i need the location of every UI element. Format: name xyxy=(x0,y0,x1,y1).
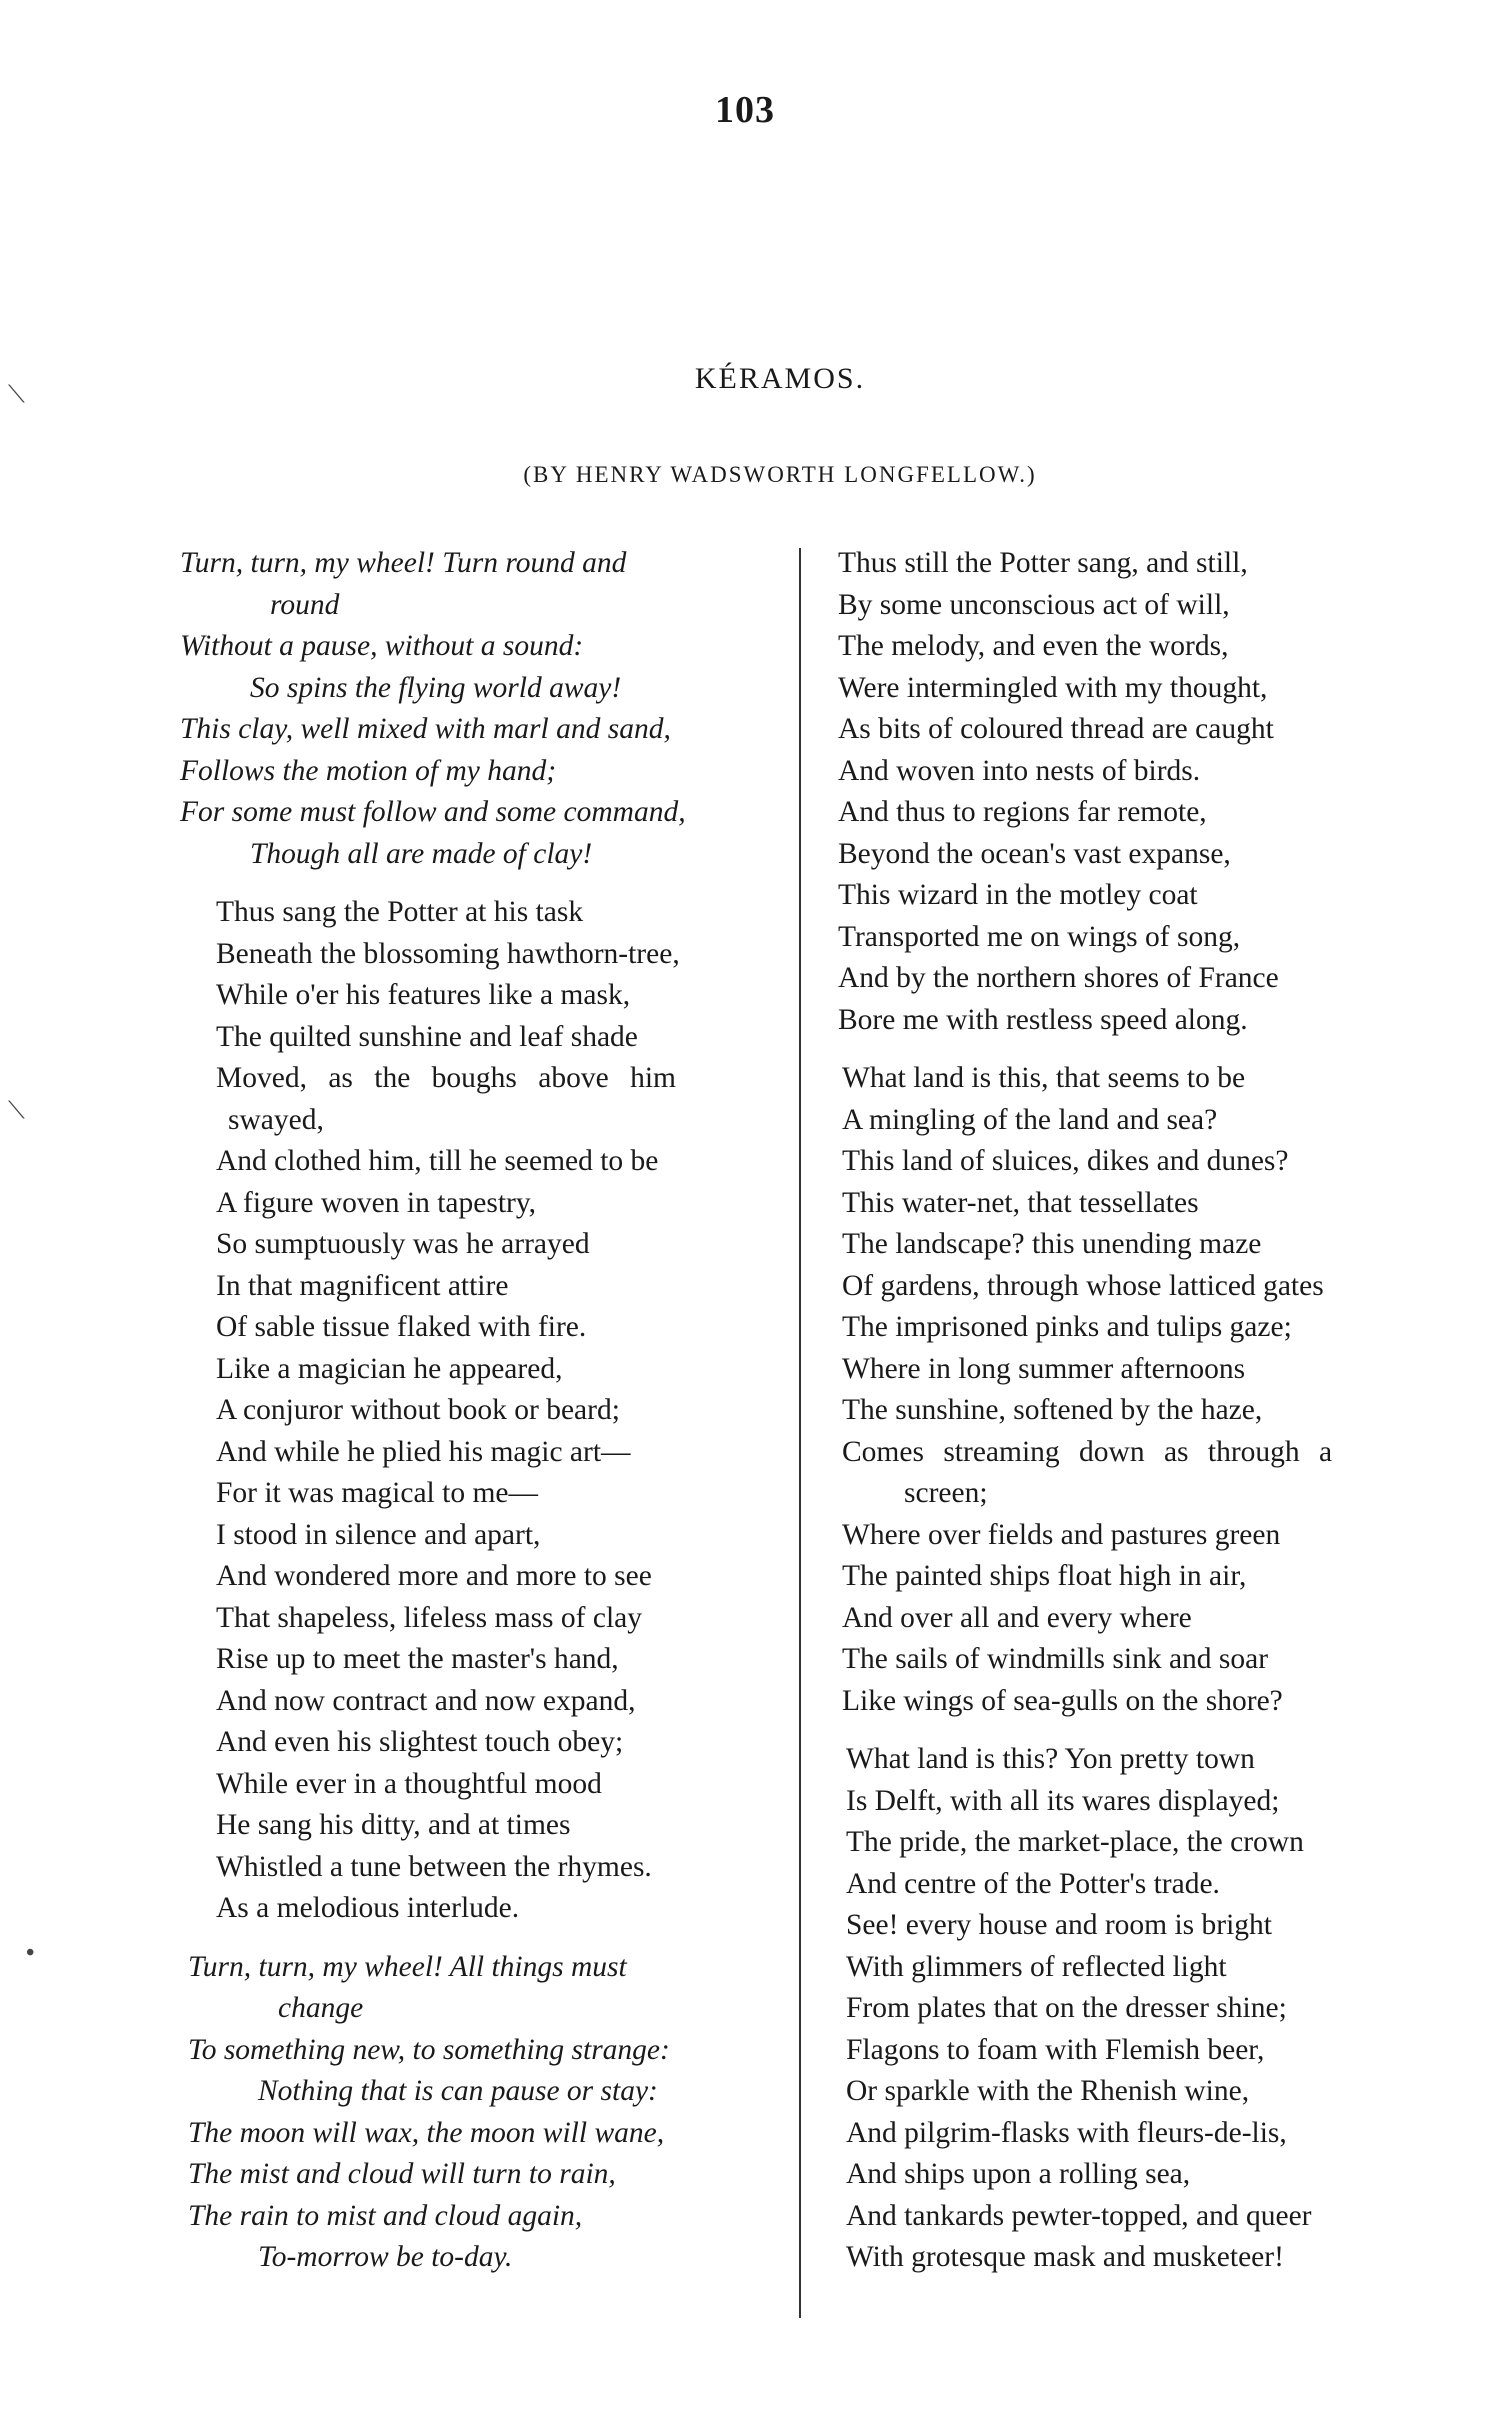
poem-line: Were intermingled with my thought, xyxy=(838,671,1268,704)
poem-line: By some unconscious act of will, xyxy=(838,588,1230,621)
poem-line: screen; xyxy=(904,1477,988,1509)
poem-line: swayed, xyxy=(228,1103,324,1136)
poem-line: This water-net, that tessellates xyxy=(842,1186,1199,1219)
poem-line: Though all are made of clay! xyxy=(250,837,593,870)
poem-line: This wizard in the motley coat xyxy=(838,879,1198,911)
poem-line: Nothing that is can pause or stay: xyxy=(258,2075,658,2107)
poem-line: And thus to regions far remote, xyxy=(838,796,1207,828)
refrain-stanza xyxy=(180,543,790,875)
poem-line: Comes streaming down as through a xyxy=(842,1435,1333,1468)
poem-line: The pride, the market-place, the crown xyxy=(846,1826,1304,1858)
poem-line: Of sable tissue flaked with fire. xyxy=(216,1311,587,1343)
poem-line: As bits of coloured thread are caught xyxy=(838,713,1274,745)
poem-line: That shapeless, lifeless mass of clay xyxy=(216,1601,642,1634)
poem-line: round xyxy=(270,588,340,621)
poem-stanza xyxy=(838,1739,1418,2279)
poem-line: What land is this? Yon pretty town xyxy=(846,1743,1255,1775)
poem-line: The melody, and even the words, xyxy=(838,630,1229,662)
refrain-stanza xyxy=(180,1947,790,2279)
poem-line: And while he plied his magic art— xyxy=(216,1435,631,1468)
poem-line: While o'er his features like a mask, xyxy=(216,979,631,1011)
poem-line: Rise up to meet the master's hand, xyxy=(216,1643,619,1675)
poem-line: The quilted sunshine and leaf shade xyxy=(216,1020,638,1053)
poem-line: With grotesque mask and musketeer! xyxy=(846,2241,1284,2273)
poem-line: And ships upon a rolling sea, xyxy=(846,2158,1191,2190)
poem-line: change xyxy=(278,1992,364,2024)
poem-line: And pilgrim-flasks with fleurs-de-lis, xyxy=(846,2116,1287,2149)
poem-line: And wondered more and more to see xyxy=(216,1560,652,1592)
poem-line: The sunshine, softened by the haze, xyxy=(842,1394,1263,1426)
poem-line: And even his slightest touch obey; xyxy=(216,1726,624,1758)
poem-line: Like a magician he appeared, xyxy=(216,1352,563,1385)
poem-line: So spins the flying world away! xyxy=(250,671,622,704)
poem-line: With glimmers of reflected light xyxy=(846,1950,1227,1983)
poem-line: Turn, turn, my wheel! Turn round and xyxy=(180,547,627,579)
poem-line: Where over fields and pastures green xyxy=(842,1518,1281,1551)
poem-line: And centre of the Potter's trade. xyxy=(846,1867,1220,1900)
poem-line: The sails of windmills sink and soar xyxy=(842,1643,1269,1675)
poem-line: The mist and cloud will turn to rain, xyxy=(188,2158,616,2190)
poem-line: While ever in a thoughtful mood xyxy=(216,1767,602,1800)
poem-line: Is Delft, with all its wares displayed; xyxy=(846,1784,1280,1817)
margin-mark: ⟍ xyxy=(8,1098,25,1124)
poem-line: For some must follow and some command, xyxy=(180,796,686,828)
poem-line: As a melodious interlude. xyxy=(216,1892,520,1924)
poem-line: Bore me with restless speed along. xyxy=(838,1003,1248,1036)
poem-line: The painted ships float high in air, xyxy=(842,1560,1247,1592)
poem-title: KÉRAMOS. xyxy=(694,362,866,395)
poem-line: To-morrow be to-day. xyxy=(258,2241,513,2273)
poem-line: This clay, well mixed with marl and sand, xyxy=(180,713,671,745)
poem-line: Follows the motion of my hand; xyxy=(180,754,557,787)
poem-line: And over all and every where xyxy=(842,1601,1192,1634)
poem-line: And by the northern shores of France xyxy=(838,962,1279,994)
poem-stanza xyxy=(838,1058,1418,1722)
narrative-stanza xyxy=(180,892,790,1930)
poem-line: A conjuror without book or beard; xyxy=(216,1394,620,1426)
poem-line: Of gardens, through whose latticed gates xyxy=(842,1269,1324,1302)
poem-line: He sang his ditty, and at times xyxy=(216,1809,571,1841)
poem-line: This land of sluices, dikes and dunes? xyxy=(842,1145,1289,1177)
poem-line: Thus still the Potter sang, and still, xyxy=(838,547,1248,579)
poem-line: Where in long summer afternoons xyxy=(842,1352,1246,1385)
poem-line: Transported me on wings of song, xyxy=(838,920,1241,953)
poem-line: A mingling of the land and sea? xyxy=(842,1103,1218,1136)
poem-line: And woven into nests of birds. xyxy=(838,754,1201,787)
poem-line: And now contract and now expand, xyxy=(216,1684,636,1717)
poem-line: And clothed him, till he seemed to be xyxy=(216,1145,659,1177)
poem-stanza xyxy=(838,543,1418,1041)
poem-line: Whistled a tune between the rhymes. xyxy=(216,1850,652,1883)
poem-author-line: (BY HENRY WADSWORTH LONGFELLOW.) xyxy=(523,462,1037,487)
poem-line: Like wings of sea-gulls on the shore? xyxy=(842,1684,1283,1717)
poem-line: Or sparkle with the Rhenish wine, xyxy=(846,2075,1250,2107)
poem-line: What land is this, that seems to be xyxy=(842,1062,1246,1094)
page-number: 103 xyxy=(715,89,775,131)
left-column xyxy=(180,543,790,2279)
poem-line: I stood in silence and apart, xyxy=(216,1518,541,1551)
poem-line: Flagons to foam with Flemish beer, xyxy=(846,2033,1265,2066)
column-divider xyxy=(799,548,801,2318)
poem-line: A figure woven in tapestry, xyxy=(216,1186,537,1219)
poem-line: From plates that on the dresser shine; xyxy=(846,1992,1287,2024)
poem-line: The rain to mist and cloud again, xyxy=(188,2199,583,2232)
poem-line: So sumptuously was he arrayed xyxy=(216,1228,590,1260)
margin-mark: • xyxy=(26,1940,35,1966)
poem-line: See! every house and room is bright xyxy=(846,1909,1273,1941)
poem-line: Thus sang the Potter at his task xyxy=(216,896,584,928)
poem-line: Beneath the blossoming hawthorn-tree, xyxy=(216,937,680,970)
poem-line: Turn, turn, my wheel! All things must xyxy=(188,1950,627,1983)
poem-line: Beyond the ocean's vast expanse, xyxy=(838,837,1231,870)
poem-line: And tankards pewter-topped, and queer xyxy=(846,2199,1312,2232)
poem-line: The landscape? this unending maze xyxy=(842,1228,1262,1260)
poem-line: Without a pause, without a sound: xyxy=(180,630,584,662)
right-column xyxy=(838,543,1418,2279)
poem-line: The moon will wax, the moon will wane, xyxy=(188,2116,665,2149)
margin-mark: ⟍ xyxy=(8,382,25,408)
poem-line: To something new, to something strange: xyxy=(188,2033,670,2066)
poem-line: Moved, as the boughs above him xyxy=(216,1062,676,1094)
poem-line: The imprisoned pinks and tulips gaze; xyxy=(842,1311,1292,1343)
poem-line: In that magnificent attire xyxy=(216,1269,509,1302)
poem-line: For it was magical to me— xyxy=(216,1477,538,1509)
